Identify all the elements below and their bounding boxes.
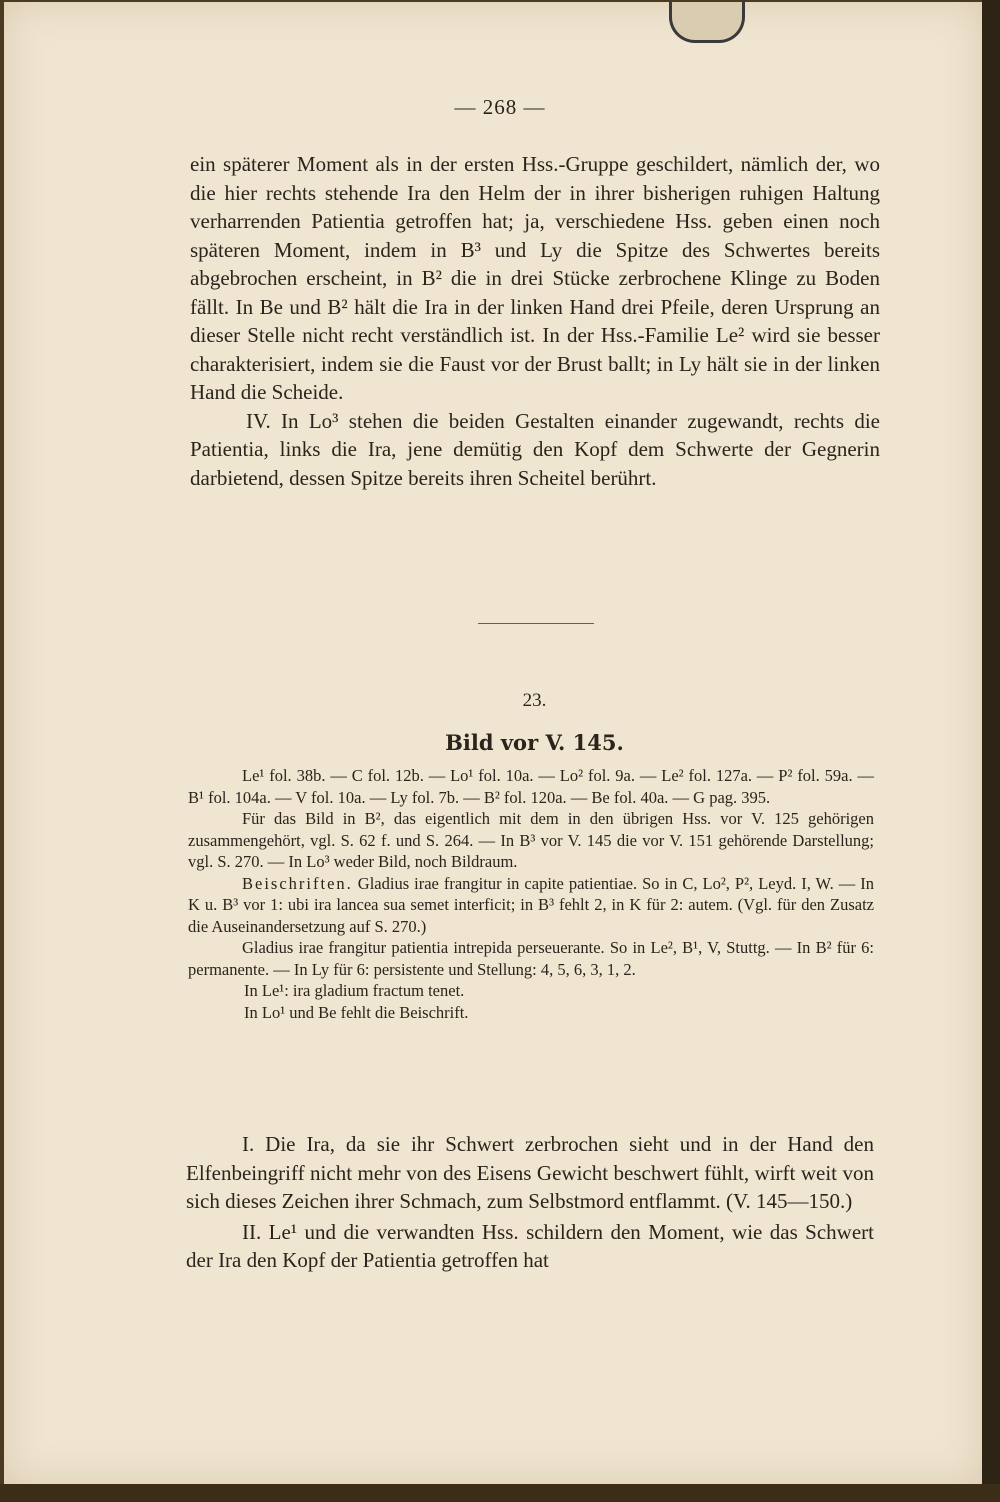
note-bild: Für das Bild in B², das eigentlich mit dem in den übrigen Hss. vor V. 125 gehörigen zusammengehört, vgl. S. 62 f. und S. 264. — In B³ vor V. 145 die vor V. 151 gehörende Darstellung; vgl. S. 270. — In Lo³ weder Bild, noch Bildraum.: [188, 809, 874, 871]
note-beischriften-1: [188, 873, 874, 938]
note-lo1: In Lo¹ und Be fehlt die Beischrift.: [244, 1002, 469, 1022]
sources-list: Le¹ fol. 38b. — C fol. 12b. — Lo¹ fol. 10a. — Lo² fol. 9a. — Le² fol. 127a. — P² fol. 59a. — B¹ fol. 104a. — V fol. 10a. — Ly fol. 7b. — B² fol. 120a. — Be fol. 40a. — G pag. 395.: [188, 766, 874, 807]
book-bottom-edge: [0, 1484, 1000, 1502]
page-tab-marker: [669, 2, 745, 43]
beischriften-text-1: Gladius irae frangitur in capite patientiae. So in C, Lo², P², Leyd. I, W. — In K u. B³ vor 1: ubi ira lancea sua semet interficit; in B³ fehlt 2, in K für 2: autem. (Vgl. für den Zusatz die Auseinandersetzung auf S. 270.): [188, 873, 875, 936]
note-beischriften-2: Gladius irae frangitur patientia intrepida perseuerante. So in Le², B¹, V, Stuttg. — In B² für 6: permanente. — In Ly für 6: persistente und Stellung: 4, 5, 6, 3, 1, 2.: [188, 938, 874, 979]
paragraph-i: I. Die Ira, da sie ihr Schwert zerbrochen sieht und in der Hand den Elfenbeingriff nicht mehr von des Eisens Gewicht beschwert fühlt, wirft weit von sich dieses Zeichen ihrer Schmach, zum Selbstmord entflammt. (V. 145—150.): [186, 1132, 874, 1213]
page-number: — 268 —: [454, 95, 546, 119]
section-number: 23.: [522, 690, 547, 711]
section-divider: [478, 623, 594, 624]
paragraph-iv: IV. In Lo³ stehen die beiden Gestalten einander zugewandt, rechts die Patientia, links die Ira, jene demütig den Kopf dem Schwerte der Gegnerin darbietend, dessen Spitze bereits ihren Scheitel berührt.: [190, 408, 880, 490]
section-title: Bild vor V. 145.: [445, 730, 624, 755]
paragraph-continued: ein späterer Moment als in der ersten Hss.-Gruppe geschildert, nämlich der, wo die hier rechts stehende Ira den Helm der in ihrer bisherigen ruhigen Haltung verharrenden Patientia getroffen hat; ja, verschiedene Hss. geben einen noch späteren Moment, indem in B³ und Ly die Spitze des Schwertes bereits abgebrochen erscheint, in B² die in drei Stücke zerbrochene Klinge zu Boden fällt. In Be und B² hält die Ira in der linken Hand drei Pfeile, deren Ursprung an dieser Stelle nicht recht verständlich ist. In der Hss.-Familie Le² wird sie besser charakterisiert, indem sie die Faust vor der Brust ballt; in Ly hält sie in der linken Hand die Scheide.: [190, 152, 880, 404]
bottom-text-block: [186, 1130, 874, 1277]
top-text-block: [190, 150, 880, 492]
note-le1: In Le¹: ira gladium fractum tenet.: [244, 981, 465, 1000]
paragraph-ii: II. Le¹ und die verwandten Hss. schildern den Moment, wie das Schwert der Ira den Kopf der Patientia getroffen hat: [186, 1219, 874, 1272]
notes-block: [188, 765, 874, 1023]
beischriften-label: Beischriften.: [242, 873, 353, 893]
